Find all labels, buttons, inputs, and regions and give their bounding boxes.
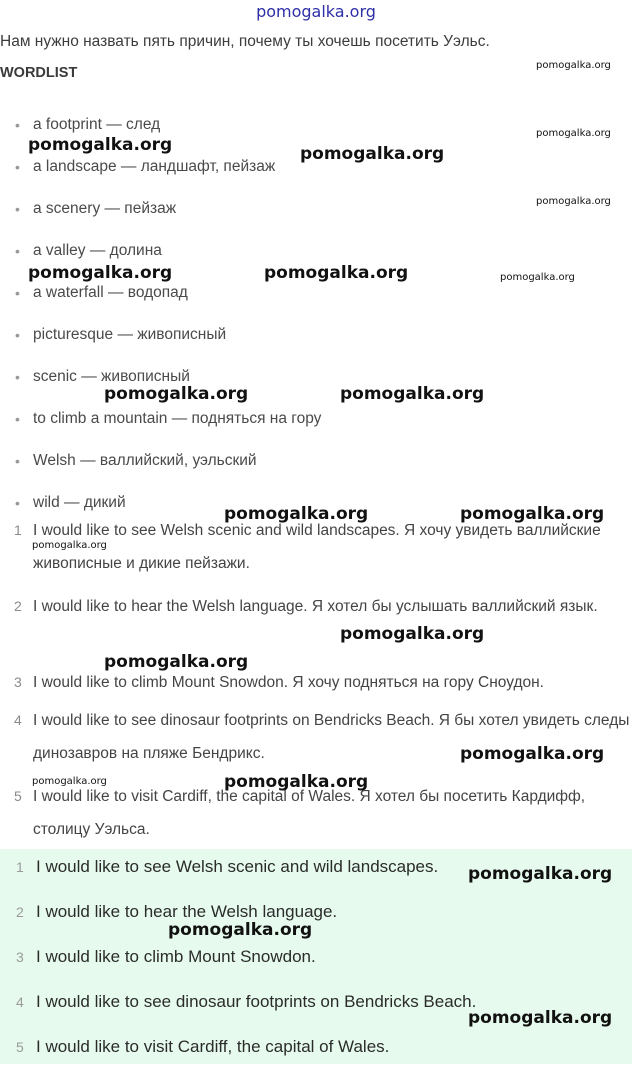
item-number: 3 bbox=[16, 949, 24, 965]
watermark: pomogalka.org bbox=[468, 1008, 613, 1028]
wordlist-item: • a landscape — ландшафт, пейзаж bbox=[0, 146, 321, 188]
watermark: pomogalka.org bbox=[536, 60, 611, 71]
item-number: 4 bbox=[14, 712, 22, 728]
bullet-icon: • bbox=[15, 411, 20, 427]
wordlist-item: • a footprint — след bbox=[0, 104, 321, 146]
final-answer-item: 1 I would like to see Welsh scenic and wild landscapes. bbox=[0, 849, 632, 894]
final-answer-item: 5 I would like to visit Cardiff, the capital of Wales. bbox=[0, 1029, 632, 1074]
item-number: 2 bbox=[16, 904, 24, 920]
watermark: pomogalka.org bbox=[104, 652, 249, 672]
watermark: pomogalka.org bbox=[460, 504, 605, 524]
watermark: pomogalka.org bbox=[104, 384, 249, 404]
bullet-icon: • bbox=[15, 201, 20, 217]
watermark: pomogalka.org bbox=[468, 864, 613, 884]
answer-item: 4 I would like to see dinosaur footprints on Bendricks Beach. Я бы хотел увидеть следы динозавров на пляже Бендрикс. bbox=[0, 704, 632, 780]
watermark: pomogalka.org bbox=[536, 196, 611, 207]
item-number: 4 bbox=[16, 994, 24, 1010]
wordlist bbox=[0, 104, 321, 524]
item-number: 1 bbox=[14, 522, 22, 538]
watermark: pomogalka.org bbox=[500, 272, 575, 283]
answer-item: 5 I would like to visit Cardiff, the capital of Wales. Я хотел бы посетить Кардифф, столицу Уэльса. bbox=[0, 780, 632, 856]
watermark: pomogalka.org bbox=[340, 624, 485, 644]
watermark: pomogalka.org bbox=[32, 776, 107, 787]
bullet-icon: • bbox=[15, 159, 20, 175]
site-link[interactable]: pomogalka.org bbox=[256, 2, 376, 21]
watermark: pomogalka.org bbox=[460, 744, 605, 764]
wordlist-item: • to climb a mountain — подняться на гору bbox=[0, 398, 321, 440]
final-answer-item: 4 I would like to see dinosaur footprints on Bendricks Beach. bbox=[0, 984, 632, 1029]
wordlist-item: • a waterfall — водопад bbox=[0, 272, 321, 314]
final-answer-item: 2 I would like to hear the Welsh language. bbox=[0, 894, 632, 939]
watermark: pomogalka.org bbox=[536, 128, 611, 139]
wordlist-item: • Welsh — валлийский, уэльский bbox=[0, 440, 321, 482]
item-number: 5 bbox=[14, 788, 22, 804]
answer-item: 1 I would like to see Welsh scenic and wild landscapes. Я хочу увидеть валлийские живописные и дикие пейзажи. bbox=[0, 514, 632, 590]
bullet-icon: • bbox=[15, 369, 20, 385]
task-text: Нам нужно назвать пять причин, почему ты хочешь посетить Уэльс. bbox=[0, 33, 490, 50]
wordlist-item: • wild — дикий bbox=[0, 482, 321, 524]
watermark: pomogalka.org bbox=[28, 263, 173, 283]
item-number: 1 bbox=[16, 859, 24, 875]
watermark: pomogalka.org bbox=[168, 920, 313, 940]
bullet-icon: • bbox=[15, 327, 20, 343]
final-answer-item: 3 I would like to climb Mount Snowdon. bbox=[0, 939, 632, 984]
bullet-icon: • bbox=[15, 453, 20, 469]
watermark: pomogalka.org bbox=[224, 772, 369, 792]
item-number: 5 bbox=[16, 1039, 24, 1055]
wordlist-item: • scenic — живописный bbox=[0, 356, 321, 398]
bullet-icon: • bbox=[15, 117, 20, 133]
bullet-icon: • bbox=[15, 243, 20, 259]
watermark: pomogalka.org bbox=[264, 263, 409, 283]
answer-item: 2 I would like to hear the Welsh language. Я хотел бы услышать валлийский язык. bbox=[0, 590, 632, 666]
bullet-icon: • bbox=[15, 495, 20, 511]
answer-item: 3 I would like to climb Mount Snowdon. Я хочу подняться на гору Сноудон. bbox=[0, 666, 632, 704]
item-number: 3 bbox=[14, 674, 22, 690]
watermark: pomogalka.org bbox=[224, 504, 369, 524]
wordlist-heading: WORDLIST bbox=[0, 65, 78, 81]
answers-list bbox=[0, 514, 632, 856]
item-number: 2 bbox=[14, 598, 22, 614]
wordlist-item: • a scenery — пейзаж bbox=[0, 188, 321, 230]
wordlist-item: • a valley — долина bbox=[0, 230, 321, 272]
bullet-icon: • bbox=[15, 285, 20, 301]
watermark: pomogalka.org bbox=[300, 144, 445, 164]
watermark: pomogalka.org bbox=[340, 384, 485, 404]
watermark: pomogalka.org bbox=[32, 540, 107, 551]
wordlist-item: • picturesque — живописный bbox=[0, 314, 321, 356]
watermark: pomogalka.org bbox=[28, 135, 173, 155]
